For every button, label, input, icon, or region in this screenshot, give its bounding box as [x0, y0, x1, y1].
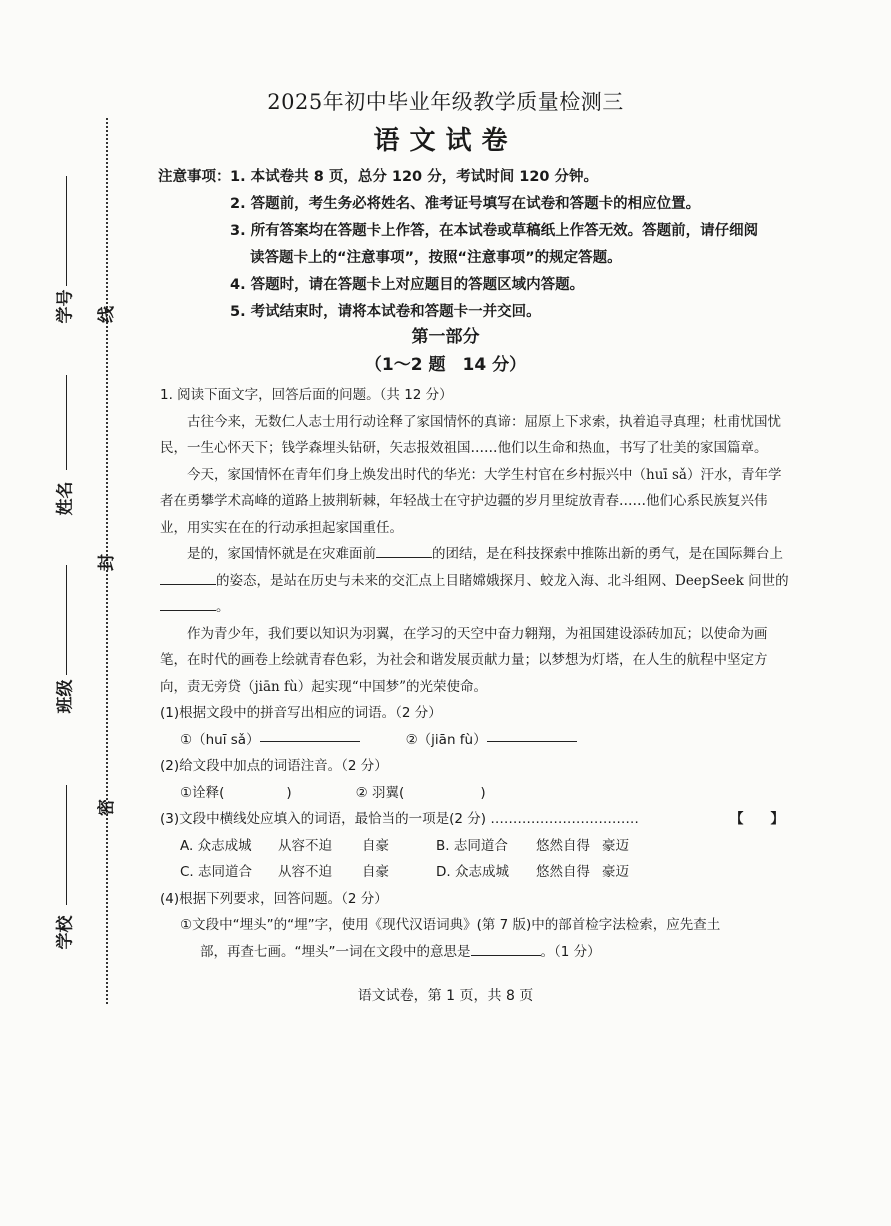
sub4-score: 。（1 分） [540, 943, 601, 960]
option-c-word-3: 自豪 [362, 864, 389, 880]
note-3-cont: 读答题卡上的“注意事项”，按照“注意事项”的规定答题。 [250, 250, 622, 266]
sub-question-1: (1)根据文段中的拼音写出相应的词语。（2 分） [160, 705, 442, 721]
label-name: 姓名 [55, 481, 76, 516]
sub3-options-row-2 [160, 859, 790, 886]
sub-question-2-answers [160, 780, 790, 807]
sub2-b-answer-space[interactable] [404, 780, 480, 807]
label-school: 学校 [55, 915, 76, 950]
p3-text-c: 的姿态，是站在历史与未来的交汇点上目睹嫦娥探月、蛟龙入海、北斗组网、DeepSeek 问世的 [216, 572, 789, 589]
sub4-part-1-cont [160, 939, 790, 966]
option-c[interactable]: C. 志同道合 [180, 864, 253, 880]
exam-subject: 语文试卷 [373, 126, 518, 156]
option-d-word-2: 悠然自得 [536, 864, 590, 880]
sub2-a-answer-space[interactable] [224, 780, 286, 807]
passage-paragraph-3 [160, 541, 790, 621]
exam-notes [158, 164, 798, 326]
note-5: 5. 考试结束时，请将本试卷和答题卡一并交回。 [230, 304, 541, 320]
fill-blank-2[interactable] [160, 570, 216, 585]
cut-mark-seal: 封 [97, 554, 117, 571]
sub1-b-blank[interactable] [487, 727, 577, 742]
sub3-options-row-1 [160, 833, 790, 860]
option-c-word-2: 从容不迫 [278, 864, 332, 880]
sub3-answer-bracket[interactable]: 【 】 [730, 811, 784, 827]
cut-mark-secret: 密 [97, 799, 117, 816]
sub1-a-label: ①（huī sǎ） [180, 731, 260, 748]
student-id-blank [66, 176, 67, 286]
sub2-a-label: ①诠释( [180, 784, 225, 801]
page-footer: 语文试卷，第 1 页，共 8 页 [357, 988, 534, 1004]
label-class: 班级 [55, 679, 76, 714]
question-1-stem: 1. 阅读下面文字，回答后面的问题。（共 12 分） [160, 387, 453, 403]
sub-question-2: (2)给文段中加点的词语注音。（2 分） [160, 758, 388, 774]
school-blank [66, 785, 67, 905]
option-a-word-3: 自豪 [362, 837, 389, 854]
sub4-text: 部，再查七画。“埋头”一词在文段中的意思是 [200, 943, 471, 960]
passage-paragraph-1: 古往今来，无数仁人志士用行动诠释了家国情怀的真谛：屈原上下求索，执着追寻真理；杜甫忧国忧民，一生心怀天下；钱学森埋头钻研，矢志报效祖国……他们以生命和热血，书写了壮美的家国篇章。 [160, 413, 781, 456]
option-b-word-2: 悠然自得 [536, 837, 590, 854]
label-student-id: 学号 [55, 289, 76, 324]
part-range: （1～2 题 14 分） [364, 355, 527, 375]
p3-text-a: 是的，家国情怀就是在灾难面前 [187, 546, 376, 562]
fill-blank-3[interactable] [160, 596, 216, 611]
sub3-stem: (3)文段中横线处应填入的词语，最恰当的一项是(2 分) …………………………… [160, 811, 639, 827]
fill-blank-1[interactable] [376, 543, 432, 558]
notes-lead: 注意事项： [158, 169, 231, 185]
sub1-a-blank[interactable] [260, 727, 360, 742]
note-1: 1. 本试卷共 8 页，总分 120 分，考试时间 120 分钟。 [230, 169, 599, 185]
option-b[interactable]: B. 志同道合 [436, 837, 508, 854]
note-4: 4. 答题时，请在答题卡上对应题目的答题区域内答题。 [230, 277, 585, 293]
note-3: 3. 所有答案均在答题卡上作答，在本试卷或草稿纸上作答无效。答题前，请仔细阅 [230, 223, 759, 239]
question-1 [160, 382, 790, 965]
option-d-word-3: 豪迈 [602, 864, 629, 880]
note-2: 2. 答题前，考生务必将姓名、准考证号填写在试卷和答题卡的相应位置。 [230, 196, 701, 212]
p3-text-d: 。 [216, 599, 230, 615]
sub2-b-label: ② 羽翼( [355, 784, 405, 801]
passage-paragraph-4: 作为青少年，我们要以知识为羽翼，在学习的天空中奋力翱翔，为祖国建设添砖加瓦；以使命为画笔，在时代的画卷上绘就青春色彩，为社会和谐发展贡献力量；以梦想为灯塔，在人生的航程中坚定方向，责无旁贷（jiān fù）起实现“中国梦”的光荣使命。 [160, 625, 768, 695]
option-a[interactable]: A. 众志成城 [180, 837, 252, 854]
sub2-a-close: ) [286, 784, 292, 801]
sub-question-4: (4)根据下列要求，回答问题。（2 分） [160, 890, 388, 907]
option-a-word-2: 从容不迫 [278, 837, 332, 854]
sub2-b-close: ) [480, 784, 486, 801]
class-blank [66, 565, 67, 675]
p3-text-b: 的团结，是在科技探索中推陈出新的勇气，是在国际舞台上 [432, 546, 783, 562]
sub4-blank[interactable] [471, 941, 541, 956]
part-title: 第一部分 [411, 327, 480, 347]
name-blank [66, 375, 67, 470]
exam-title: 2025年初中毕业年级教学质量检测三 [267, 90, 624, 114]
sub-question-3 [160, 806, 790, 833]
option-d[interactable]: D. 众志成城 [436, 864, 509, 880]
cut-mark-line: 线 [97, 306, 117, 323]
sub-question-1-answers [160, 727, 790, 754]
sub1-b-label: ②（jiān fù） [405, 731, 487, 748]
option-b-word-3: 豪迈 [602, 837, 629, 854]
passage-paragraph-2: 今天，家国情怀在青年们身上焕发出时代的华光：大学生村官在乡村振兴中（huī sǎ）汗水，青年学者在勇攀学术高峰的道路上披荆斩棘，年轻战士在守护边疆的岁月里绽放青春……他们心系民族复兴伟业，用实实在在的行动承担起家国重任。 [160, 466, 782, 536]
sub4-part-1: ①文段中“埋头”的“埋”字，使用《现代汉语词典》(第 7 版)中的部首检字法检索，应先查土 [180, 917, 721, 933]
